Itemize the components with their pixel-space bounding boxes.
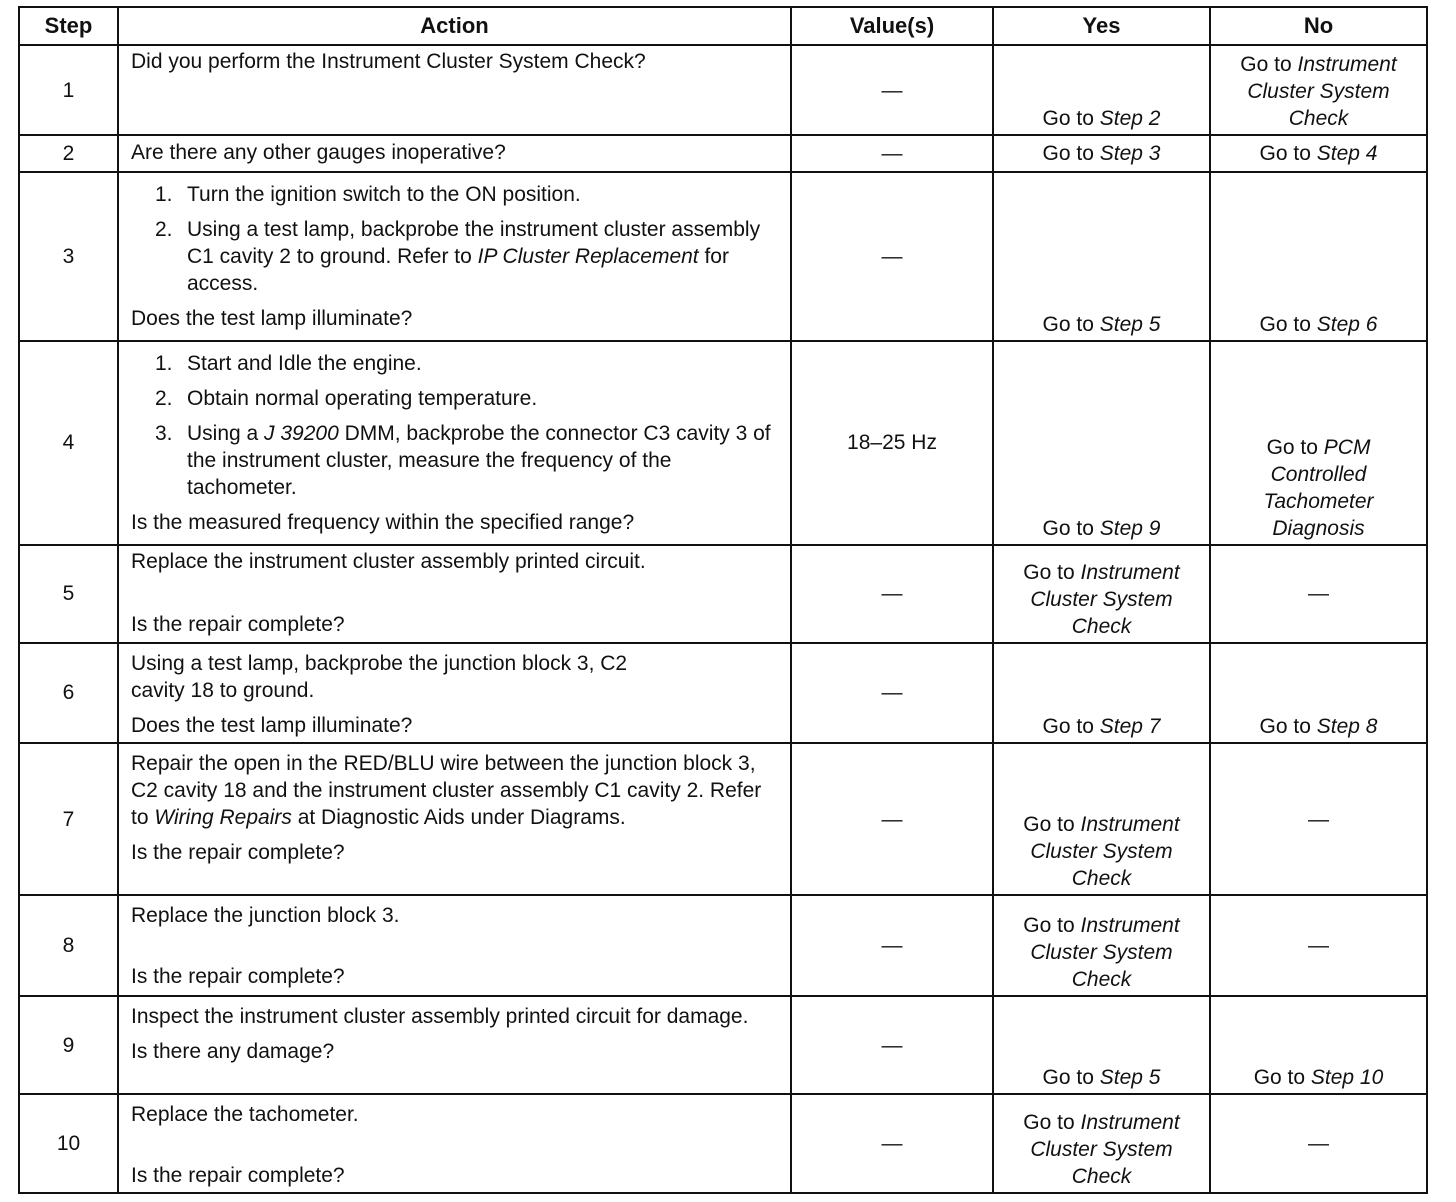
yes-ref: Instrument Cluster System Check [1030,813,1180,891]
yes-cell [993,45,1210,135]
yes-cell [993,135,1210,171]
yes-ref: Step 5 [1099,1066,1161,1090]
value-cell: — [791,545,993,644]
no-cell: — [1210,545,1427,644]
no-prefix: Go to [1266,435,1324,459]
action-question: Is there any damage? [131,1039,335,1063]
action-cell [118,743,791,896]
action-cell [118,45,791,135]
no-ref: Step 10 [1310,1066,1384,1090]
action-text: Inspect the instrument cluster assembly printed circuit for damage. [131,1004,749,1028]
action-question: Does the test lamp illuminate? [131,306,413,330]
action-cell [118,341,791,545]
no-prefix: Go to [1259,142,1317,166]
action-cell [118,545,791,644]
table-row [19,743,1427,896]
action-text: Repair the open in the RED/BLU wire between the junction block 3, C2 cavity 18 and the instrument cluster assembly C1 cavity 2. Refer to Wiring Repairs at Diagnostic Aids under Diagrams. [131,751,762,829]
action-text: Replace the junction block 3. [131,904,400,928]
table-row [19,545,1427,644]
value-cell: — [791,996,993,1095]
table-row [19,135,1427,171]
action-cell [118,996,791,1095]
no-cell [1210,643,1427,743]
value-cell: — [791,45,993,135]
yes-prefix: Go to [1042,312,1100,336]
yes-prefix: Go to [1042,714,1100,738]
step-number: 3 [19,172,118,341]
no-prefix: Go to [1259,312,1317,336]
value-cell: — [791,172,993,341]
step-number: 10 [19,1094,118,1193]
header-row [19,7,1427,45]
yes-ref: Instrument Cluster System Check [1030,913,1180,991]
table-row [19,45,1427,135]
reference-link: Wiring Repairs [154,805,292,829]
no-cell [1210,996,1427,1095]
action-question: Is the repair complete? [131,612,345,636]
no-cell [1210,172,1427,341]
no-ref: Step 4 [1316,142,1378,166]
action-question: Does the test lamp illuminate? [131,714,413,738]
yes-ref: Step 9 [1099,516,1161,540]
value-cell: 18–25 Hz [791,341,993,545]
no-prefix: Go to [1259,714,1317,738]
no-ref: Instrument Cluster System Check [1247,53,1397,131]
yes-prefix: Go to [1042,142,1100,166]
action-cell [118,895,791,996]
action-steps [131,350,782,501]
step-number: 7 [19,743,118,896]
reference-link: J 39200 [264,421,339,445]
action-text: Using a test lamp, backprobe the junction block 3, C2 cavity 18 to ground. [131,652,628,703]
action-cell [118,135,791,171]
action-substep: 2. Using a test lamp, backprobe the instrument cluster assembly C1 cavity 2 to ground. Refer to IP Cluster Replacement for access. [155,217,761,295]
action-cell [118,172,791,341]
value-cell: — [791,743,993,896]
no-ref: Step 8 [1316,714,1378,738]
yes-prefix: Go to [1042,1066,1100,1090]
yes-cell [993,341,1210,545]
table-row [19,172,1427,341]
header-yes: Yes [993,7,1210,45]
yes-prefix: Go to [1023,1111,1081,1134]
step-number: 4 [19,341,118,545]
header-values: Value(s) [791,7,993,45]
step-number: 2 [19,135,118,171]
no-ref: PCM Controlled Tachometer Diagnosis [1263,435,1374,540]
yes-prefix: Go to [1023,813,1081,837]
yes-cell [993,743,1210,896]
action-question: Is the repair complete? [131,965,345,989]
no-cell [1210,45,1427,135]
step-number: 8 [19,895,118,996]
step-number: 1 [19,45,118,135]
yes-cell [993,996,1210,1095]
table-row [19,1094,1427,1193]
yes-ref: Step 7 [1099,714,1161,738]
header-action: Action [118,7,791,45]
yes-prefix: Go to [1042,516,1100,540]
value-cell: — [791,895,993,996]
action-text: Replace the tachometer. [131,1103,359,1127]
reference-link: IP Cluster Replacement [477,244,699,268]
action-substep: 2. Obtain normal operating temperature. [155,386,538,410]
header-no: No [1210,7,1427,45]
table-row [19,341,1427,545]
table-row [19,996,1427,1095]
yes-cell [993,643,1210,743]
yes-ref: Instrument Cluster System Check [1030,561,1180,639]
yes-ref: Step 5 [1099,312,1161,336]
value-cell: — [791,643,993,743]
action-substep: 1. Start and Idle the engine. [155,351,422,375]
step-number: 6 [19,643,118,743]
action-question: Is the repair complete? [131,1164,345,1188]
value-cell: — [791,135,993,171]
action-question: Is the measured frequency within the specified range? [131,510,635,534]
no-cell [1210,135,1427,171]
yes-ref: Step 3 [1099,142,1161,166]
step-number: 9 [19,996,118,1095]
action-cell [118,1094,791,1193]
action-cell [118,643,791,743]
value-cell: — [791,1094,993,1193]
action-question: Is the repair complete? [131,840,345,864]
yes-cell [993,895,1210,996]
header-step: Step [19,7,118,45]
yes-ref: Instrument Cluster System Check [1030,1111,1180,1188]
yes-cell [993,1094,1210,1193]
table-row [19,643,1427,743]
step-number: 5 [19,545,118,644]
action-substep: 3. Using a J 39200 DMM, backprobe the connector C3 cavity 3 of the instrument cluster, measure the frequency of the tachometer. [155,421,771,499]
no-prefix: Go to [1240,53,1298,77]
diagnostic-table [18,6,1428,1194]
action-substep: 1. Turn the ignition switch to the ON position. [155,182,581,206]
yes-cell [993,545,1210,644]
yes-prefix: Go to [1023,561,1081,585]
no-cell: — [1210,743,1427,896]
no-cell: — [1210,895,1427,996]
no-cell: — [1210,1094,1427,1193]
no-prefix: Go to [1253,1066,1311,1090]
no-ref: Step 6 [1316,312,1378,336]
action-text: Did you perform the Instrument Cluster System Check? [131,50,646,73]
yes-ref: Step 2 [1099,107,1161,131]
table-row [19,895,1427,996]
yes-prefix: Go to [1023,913,1081,937]
yes-prefix: Go to [1042,107,1100,131]
no-cell [1210,341,1427,545]
action-text: Replace the instrument cluster assembly printed circuit. [131,549,646,573]
action-steps [131,181,782,297]
yes-cell [993,172,1210,341]
action-text: Are there any other gauges inoperative? [131,141,506,165]
